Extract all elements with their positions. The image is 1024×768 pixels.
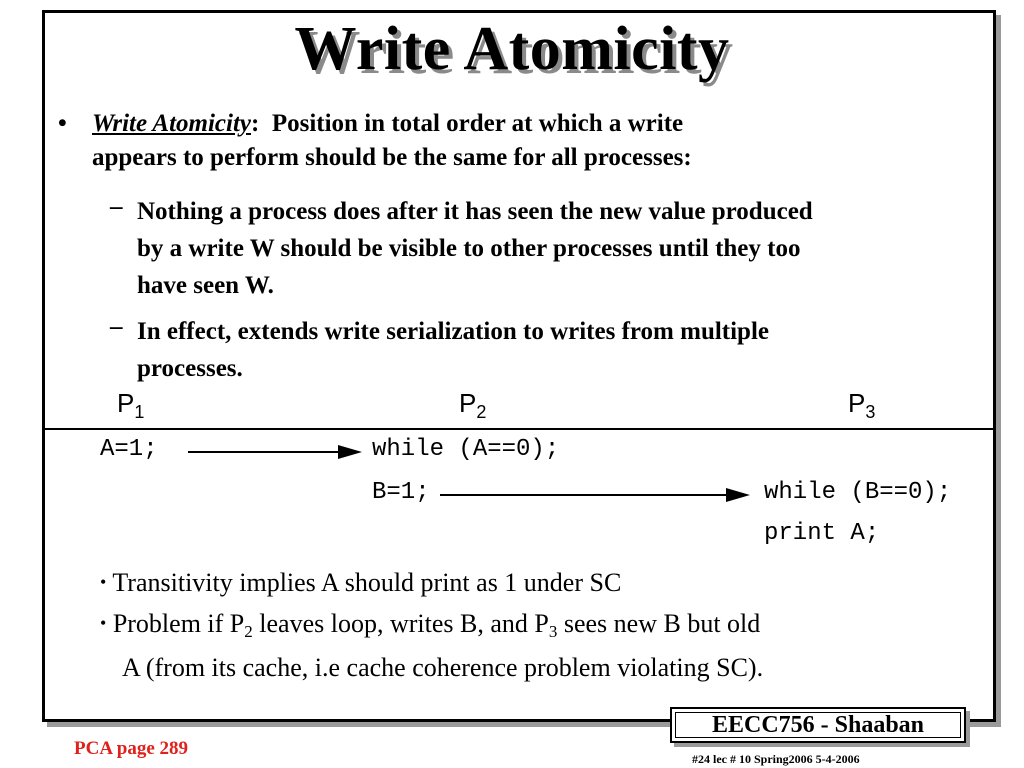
dash-marker: – <box>110 313 123 340</box>
sub1-line: Nothing a process does after it has seen the new value produced <box>137 198 813 225</box>
code-p3-while-b: while (B==0); <box>764 479 952 506</box>
code-p2-while-a: while (A==0); <box>372 436 560 463</box>
note-problem-c: sees new B but old <box>557 609 761 638</box>
note-problem-b: leaves loop, writes B, and P <box>252 609 549 638</box>
bullet-line-2: appears to perform should be the same for all processes: <box>92 144 692 171</box>
processor-p1-label <box>117 388 144 423</box>
bullet-marker: • <box>58 110 67 137</box>
course-label: EECC756 - Shaaban <box>711 712 925 738</box>
note-dot: • <box>100 613 107 633</box>
sub1-line: by a write W should be visible to other processes until they too <box>137 235 801 262</box>
dash-marker: – <box>110 193 123 220</box>
pca-page-reference: PCA page 289 <box>74 738 188 759</box>
p1-letter: P <box>117 388 135 418</box>
note-problem-a: Problem if P <box>112 609 245 638</box>
sub-bullet-1 <box>137 193 997 304</box>
bullet-write-atomicity <box>92 107 972 175</box>
note-problem-line-2: A (from its cache, i.e cache coherence problem violating SC). <box>122 653 764 682</box>
p2-index: 2 <box>476 402 487 422</box>
p3-index: 3 <box>865 402 876 422</box>
arrow-p2-to-p3 <box>440 484 752 506</box>
bullet-colon: : <box>251 110 260 137</box>
bullet-line-1: Position in total order at which a write <box>271 110 684 137</box>
note-problem-sub-2: 2 <box>244 622 253 641</box>
processor-p2-label <box>459 388 486 423</box>
sub1-line: have seen W. <box>137 272 274 299</box>
p3-letter: P <box>848 388 866 418</box>
note-transitivity-text: Transitivity implies A should print as 1 under SC <box>112 568 622 597</box>
arrow-p1-to-p2 <box>188 441 364 463</box>
note-transitivity <box>100 564 621 601</box>
note-dot: • <box>100 572 107 592</box>
slide-title: Write Atomicity <box>294 15 730 83</box>
sub-bullet-2 <box>137 313 997 387</box>
sub2-line: processes. <box>137 355 243 382</box>
note-problem <box>100 605 990 686</box>
processor-p3-label <box>848 388 875 423</box>
bullet-term: Write Atomicity <box>92 110 252 137</box>
code-p2-write-b: B=1; <box>372 479 430 506</box>
lecture-info: #24 lec # 10 Spring2006 5-4-2006 <box>692 752 860 766</box>
code-p3-print-a: print A; <box>764 520 880 547</box>
separator-line <box>44 428 994 430</box>
p1-index: 1 <box>134 402 145 422</box>
sub2-line: In effect, extends write serialization to writes from multiple <box>137 318 770 345</box>
note-problem-sub-3: 3 <box>548 622 558 641</box>
p2-letter: P <box>459 388 477 418</box>
code-p1-write-a: A=1; <box>100 436 158 463</box>
